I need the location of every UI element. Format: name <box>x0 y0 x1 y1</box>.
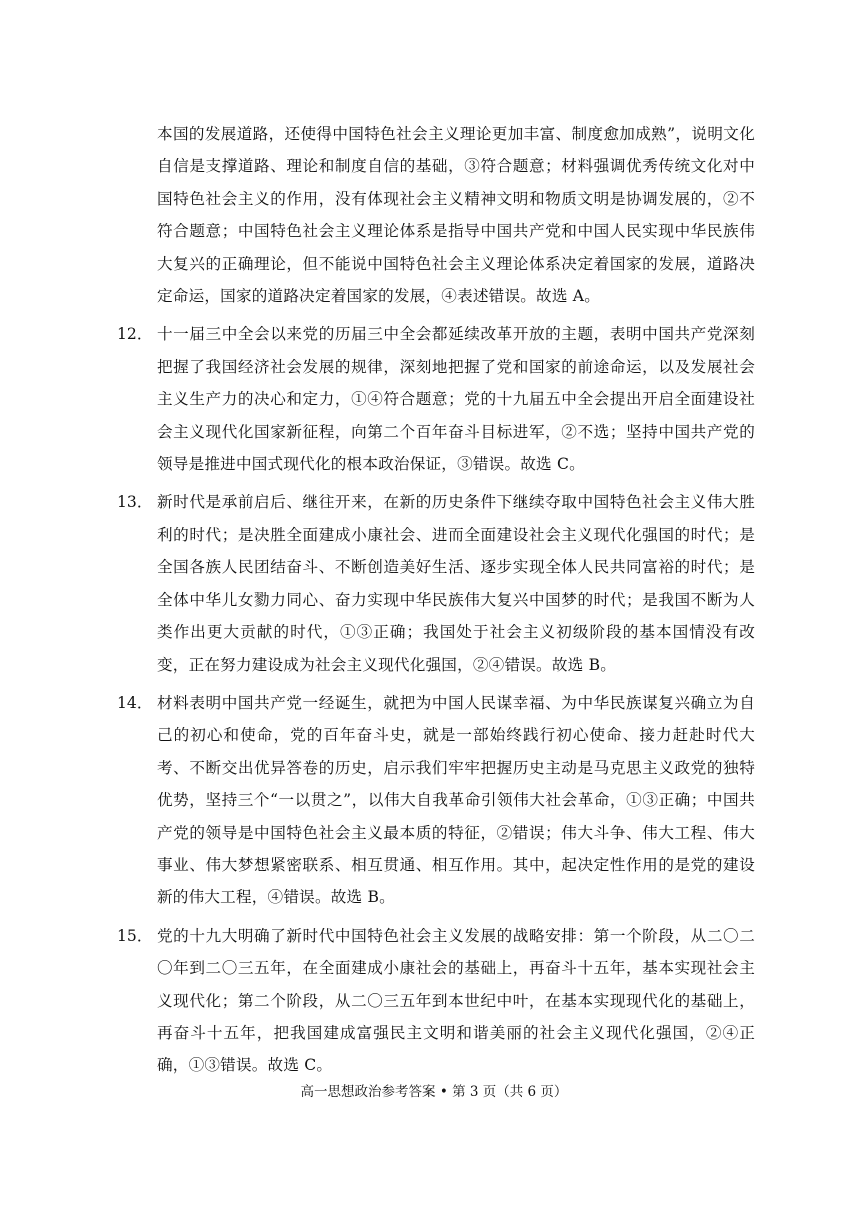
page-footer: 高一思想政治参考答案 • 第 3 页（共 6 页） <box>300 1084 568 1100</box>
answer-item-15 <box>117 920 755 1082</box>
question-number: 12． <box>117 325 153 344</box>
continued-explanation: 本国的发展道路，还使得中国特色社会主义理论更加丰富、制度愈加成熟”，说明文化自信是支撑道路、理论和制度自信的基础，③符合题意；材料强调优秀传统文化对中国特色社会主义的作用，没有体现社会主义精神文明和物质文明是协调发展的，②不符合题意；中国特色社会主义理论体系是指导中国共产党和中国人民实现中华民族伟大复兴的正确理论，但不能说中国特色社会主义理论体系决定着国家的发展，道路决定命运，国家的道路决定着国家的发展，④表述错误。故选 A。 <box>157 125 755 306</box>
question-number: 15． <box>117 926 153 945</box>
answer-explanation: 新时代是承前启后、继往开来，在新的历史条件下继续夺取中国特色社会主义伟大胜利的时代；是决胜全面建成小康社会、进而全面建设社会主义现代化强国的时代；是全国各族人民团结奋斗、不断创造美好生活、逐步实现全体人民共同富裕的时代；是全体中华儿女勠力同心、奋力实现中华民族伟大复兴中国梦的时代；是我国不断为人类作出更大贡献的时代，①③正确；我国处于社会主义初级阶段的基本国情没有改变，正在努力建设成为社会主义现代化强国，②④错误。故选 B。 <box>157 493 755 674</box>
answer-explanation: 材料表明中国共产党一经诞生，就把为中国人民谋幸福、为中华民族谋复兴确立为自己的初心和使命，党的百年奋斗史，就是一部始终践行初心使命、接力赶赴时代大考、不断交出优异答卷的历史，启示我们牢牢把握历史主动是马克思主义政党的独特优势，坚持三个“一以贯之”，以伟大自我革命引领伟大社会革命，①③正确；中国共产党的领导是中国特色社会主义最本质的特征，②错误；伟大斗争、伟大工程、伟大事业、伟大梦想紧密联系、相互贯通、相互作用。其中，起决定性作用的是党的建设新的伟大工程，④错误。故选 B。 <box>157 693 755 907</box>
answer-item-12 <box>117 318 755 480</box>
answer-explanation: 十一届三中全会以来党的历届三中全会都延续改革开放的主题，表明中国共产党深刻把握了我国经济社会发展的规律，深刻地把握了党和国家的前途命运，以及发展社会主义生产力的决心和定力，①④符合题意；党的十九届五中全会提出开启全面建设社会主义现代化国家新征程，向第二个百年奋斗目标进军，②不选；坚持中国共产党的领导是推进中国式现代化的根本政治保证，③错误。故选 C。 <box>157 325 755 474</box>
answer-content <box>117 118 755 1088</box>
question-number: 14． <box>117 693 153 712</box>
answer-item-14 <box>117 687 755 914</box>
answer-explanation: 党的十九大明确了新时代中国特色社会主义发展的战略安排：第一个阶段，从二〇二〇年到二〇三五年，在全面建成小康社会的基础上，再奋斗十五年，基本实现社会主义现代化；第二个阶段，从二〇三五年到本世纪中叶，在基本实现现代化的基础上，再奋斗十五年，把我国建成富强民主文明和谐美丽的社会主义现代化强国，②④正确，①③错误。故选 C。 <box>157 926 755 1075</box>
question-number: 13． <box>117 493 153 512</box>
answer-item-13 <box>117 486 755 680</box>
